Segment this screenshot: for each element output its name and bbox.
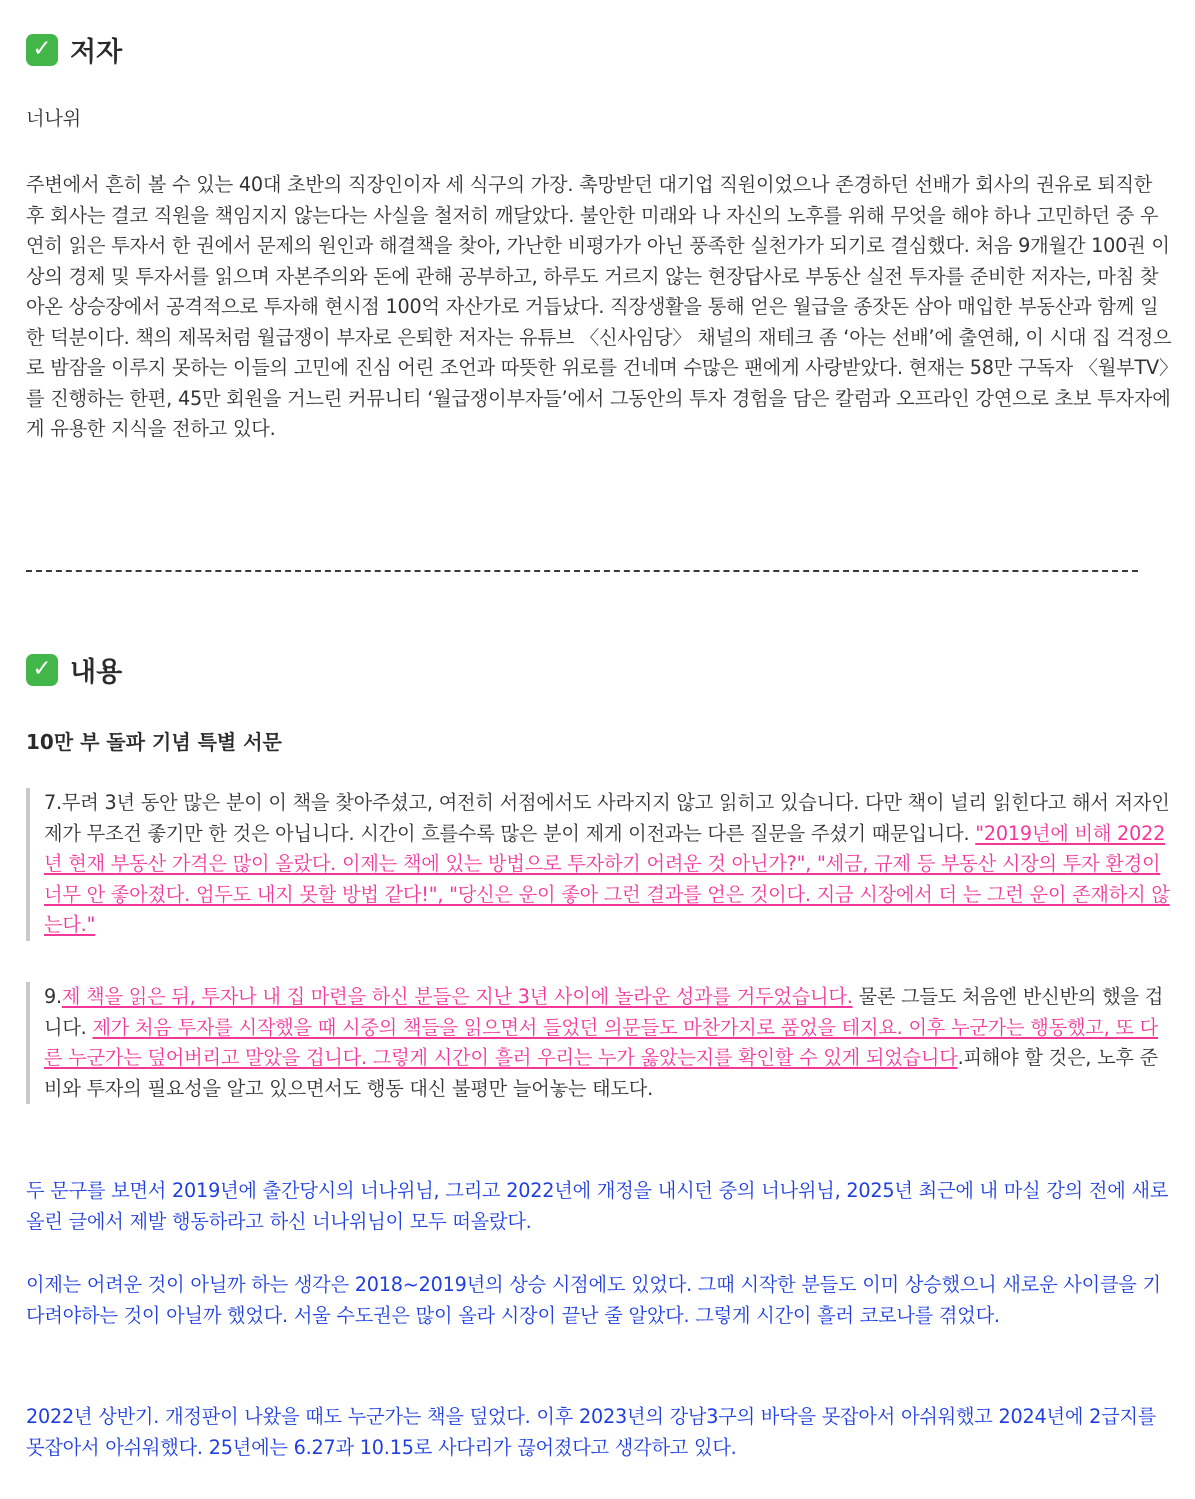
quote-2-highlight-1: 제 책을 읽은 뒤, 투자나 내 집 마련을 하신 분들은 지난 3년 사이에 놀라운 성과를 거두었습니다. [61,985,853,1008]
quote-2-prefix: 9. [44,985,62,1008]
note-paragraph: 2022년 상반기. 개정판이 나왔을 때도 누군가는 책을 덮었다. 이후 2023년의 강남3구의 바닥을 못잡아서 아쉬워했고 2024년에 2급지를 못잡아서 아쉬워했다. 25년에는 6.27과 10.15로 사다리가 끊어졌다고 생각하고 있다. [26,1405,1157,1459]
note-paragraph: 두 문구를 보면서 2019년에 출간당시의 너나위님, 그리고 2022년에 개정을 내시던 중의 너나위님, 2025년 최근에 내 마실 강의 전에 새로 올린 글에서 제발 행동하라고 하신 너나위님이 모두 떠올랐다. [26,1179,1169,1233]
quote-1-text: 7.무려 3년 동안 많은 분이 이 책을 찾아주셨고, 여전히 서점에서도 사라지지 않고 읽히고 있습니다. 다만 책이 널리 읽힌다고 해서 저자인 제가 무조건 좋기만 한 것은 아닙니다. 시간이 흐를수록 많은 분이 제게 이전과는 다른 질문을 주셨기 때문입니다. [44,791,1170,845]
section-divider [26,570,1138,572]
content-title: 내용 [70,657,123,688]
author-heading [26,30,122,69]
author-title: 저자 [70,37,123,68]
quote-2-suffix: .피해야 할 것은, 노후 준비와 투자의 필요성을 알고 있으면서도 행동 대신 불평만 늘어놓는 태도다. [44,1046,1158,1100]
check-mark-icon: ✓ [26,654,58,686]
preface-subtitle: 10만 부 돌파 기념 특별 서문 [26,730,282,754]
quote-1-highlight: "2019년에 비해 2022년 현재 부동산 가격은 많이 올랐다. 이제는 책에 있는 방법으로 투자하기 어려운 것 아닌가?", "세금, 규제 등 부동산 시장의 투자 환경이 너무 안 좋아졌다. 엄두도 내지 못할 방법 같다!", "당신은 운이 좋아 그런 결과를 얻은 것이다. 지금 시장에서 더 는 그런 운이 존재하지 않는다." [44,821,1170,936]
quote-block-2 [26,982,1172,1104]
quote-block-1 [26,788,1172,941]
quote-2-highlight-2: 제가 처음 투자를 시작했을 때 시중의 책들을 읽으면서 들었던 의문들도 마찬가지로 품었을 테지요. 이후 누군가는 행동했고, 또 다른 누군가는 덮어버리고 말았을 겁니다. 그렇게 시간이 흘러 우리는 누가 옳았는지를 확인할 수 있게 되었습니다 [44,1015,1158,1069]
author-name: 너나위 [26,107,82,130]
quote-2-middle: 물론 그들도 처음엔 반신반의 했을 겁니다. [44,985,1164,1039]
author-bio: 주변에서 흔히 볼 수 있는 40대 초반의 직장인이자 세 식구의 가장. 촉망받던 대기업 직원이었으나 존경하던 선배가 회사의 권유로 퇴직한 후 회사는 결코 직원을 책임지지 않는다는 사실을 철저히 깨달았다. 불안한 미래와 나 자신의 노후를 위해 무엇을 해야 하나 고민하던 중 우연히 읽은 투자서 한 권에서 문제의 원인과 해결책을 찾아, 가난한 비평가가 아닌 풍족한 실천가가 되기로 결심했다. 처음 9개월간 100권 이상의 경제 및 투자서를 읽으며 자본주의와 돈에 관해 공부하고, 하루도 거르지 않는 현장답사로 부동산 실전 투자를 준비한 저자는, 마침 찾아온 상승장에서 공격적으로 투자해 현시점 100억 자산가로 거듭났다. 직장생활을 통해 얻은 월급을 종잣돈 삼아 매입한 부동산과 함께 일한 덕분이다. 책의 제목처럼 월급쟁이 부자로 은퇴한 저자는 유튜브 〈신사임당〉 채널의 재테크 좀 ‘아는 선배’에 출연해, 이 시대 집 걱정으로 밤잠을 이루지 못하는 이들의 고민에 진심 어린 조언과 따뜻한 위로를 건네며 수많은 팬에게 사랑받았다. 현재는 58만 구독자 〈월부TV〉를 진행하는 한편, 45만 회원을 거느린 커뮤니티 ‘월급쟁이부자들’에서 그동안의 투자 경험을 담은 칼럼과 오프라인 강연으로 초보 투자자에게 유용한 지식을 전하고 있다. [26,173,1172,440]
check-mark-icon: ✓ [26,34,58,66]
note-paragraph: 이제는 어려운 것이 아닐까 하는 생각은 2018~2019년의 상승 시점에도 있었다. 그때 시작한 분들도 이미 상승했으니 새로운 사이클을 기다려야하는 것이 아닐까 했었다. 서울 수도권은 많이 올라 시장이 끝난 줄 알았다. 그렇게 시간이 흘러 코로나를 겪었다. [26,1273,1161,1327]
content-heading [26,650,122,689]
